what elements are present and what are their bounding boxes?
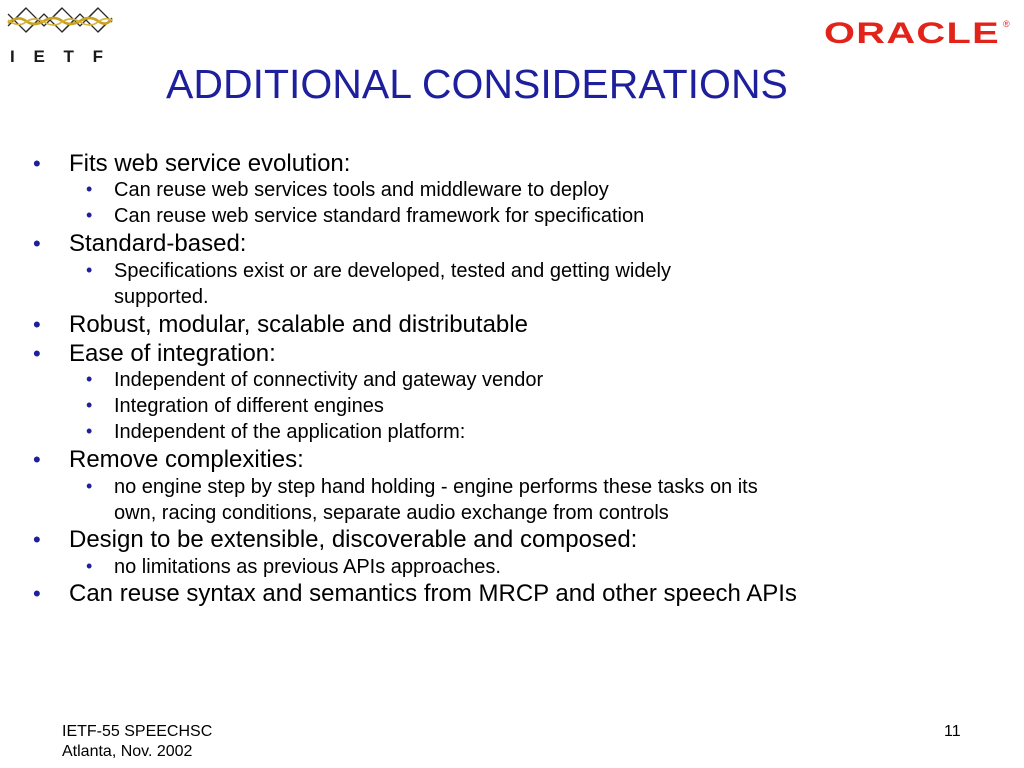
bullet-item [33,445,304,475]
ietf-logo-text: I E T F [10,47,110,66]
sub-bullet-dot-icon: • [86,205,93,225]
sub-bullet-dot-icon: • [86,260,93,280]
sub-bullet-dot-icon: • [86,395,93,415]
sub-bullet-dot-icon: • [86,556,93,576]
bullet-item [33,310,528,340]
footer-line-2: Atlanta, Nov. 2002 [62,743,193,760]
sub-bullet-item [86,367,544,393]
bullet-text: Robust, modular, scalable and distributable [69,311,528,338]
sub-bullet-text: Independent of the application platform: [114,421,466,443]
footer-line-1: IETF-55 SPEECHSC [62,723,213,740]
sub-bullet-dot-icon: • [86,476,93,496]
registered-mark: ® [1003,19,1010,29]
sub-bullet-text: Can reuse web service standard framework for specification [114,205,645,227]
bullet-text: Remove complexities: [69,446,304,473]
sub-bullet-item [86,203,645,229]
sub-bullet-item [86,393,384,419]
bullet-text: Standard-based: [69,230,247,257]
bullet-dot-icon: • [33,581,41,606]
bullet-item [33,229,247,259]
page-number: 11 [944,723,961,740]
bullet-item [33,579,797,609]
sub-bullet-text: Can reuse web services tools and middleware to deploy [114,179,609,201]
sub-bullet-text: supported. [114,286,209,308]
bullet-item [33,149,351,179]
bullet-dot-icon: • [33,231,41,256]
footer-event [62,722,212,762]
bullet-text: Fits web service evolution: [69,150,351,177]
bullet-text: Ease of integration: [69,340,276,367]
sub-bullet-text: Independent of connectivity and gateway vendor [114,369,544,391]
sub-bullet-dot-icon: • [86,369,93,389]
sub-bullet-continuation [114,284,209,310]
sub-bullet-text: Integration of different engines [114,395,384,417]
sub-bullet-text: no engine step by step hand holding - engine performs these tasks on its [114,476,758,498]
sub-bullet-item [86,258,672,284]
bullet-item [33,525,638,555]
sub-bullet-continuation [114,500,669,526]
sub-bullet-text: no limitations as previous APIs approaches. [114,556,501,578]
slide-title: ADDITIONAL CONSIDERATIONS [166,61,788,107]
bullet-dot-icon: • [33,151,41,176]
sub-bullet-text: own, racing conditions, separate audio exchange from controls [114,502,669,524]
sub-bullet-item [86,177,609,203]
sub-bullet-item [86,419,466,445]
sub-bullet-dot-icon: • [86,179,93,199]
bullet-dot-icon: • [33,341,41,366]
sub-bullet-text: Specifications exist or are developed, tested and getting widely [114,260,672,282]
bullet-item [33,339,276,369]
bullet-dot-icon: • [33,527,41,552]
bullet-dot-icon: • [33,312,41,337]
bullet-text: Design to be extensible, discoverable and composed: [69,526,638,553]
sub-bullet-item [86,474,758,500]
sub-bullet-item [86,554,501,580]
oracle-logo-text: ORACLE [824,17,1000,50]
bullet-dot-icon: • [33,447,41,472]
sub-bullet-dot-icon: • [86,421,93,441]
bullet-text: Can reuse syntax and semantics from MRCP and other speech APIs [69,580,797,607]
